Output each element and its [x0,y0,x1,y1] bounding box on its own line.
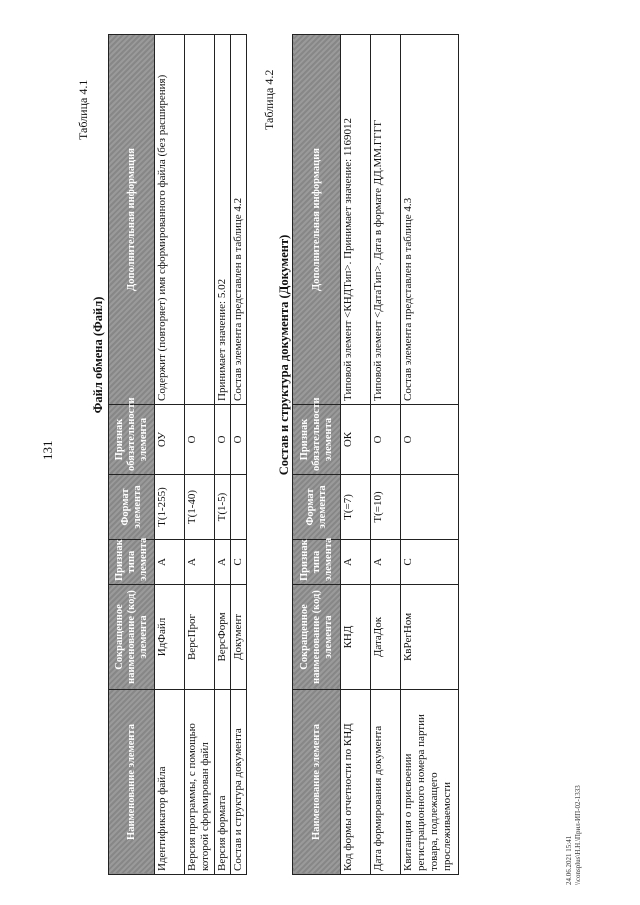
table-row [401,35,459,875]
cell-type: А [341,540,371,585]
cell-name: Квитанция о присвоении регистрационного номера партии товара, подлежащего прослеживаемости [401,690,459,875]
cell-code: ИдФайл [155,585,185,690]
footer-note-date: 24.06.2021 15:41 [565,835,573,885]
table2-caption: Таблица 4.2 [262,69,276,130]
cell-type: А [371,540,401,585]
cell-type: А [185,540,215,585]
header-code: Сокращенное наименование (код) элемента [293,585,341,690]
cell-info: Типовой элемент <ДатаТип>. Дата в формате ДД.ММ.ГГГГ [371,35,401,405]
cell-required: ОУ [155,405,185,475]
cell-format [401,475,459,540]
table-row [341,35,371,875]
cell-type: С [231,540,247,585]
cell-format: T(=7) [341,475,371,540]
cell-required: О [371,405,401,475]
header-required: Признак обязательности элемента [109,405,155,475]
cell-info: Состав элемента представлен в таблице 4.3 [401,35,459,405]
cell-info: Состав элемента представлен в таблице 4.2 [231,35,247,405]
table-row [231,35,247,875]
table-row [371,35,401,875]
cell-info: Содержит (повторяет) имя сформированного файла (без расширения) [155,35,185,405]
cell-code: ДатаДок [371,585,401,690]
table-row [215,35,231,875]
cell-code: ВерсПрог [185,585,215,690]
cell-name: Состав и структура документа [231,690,247,875]
table-row [155,35,185,875]
cell-name: Версия формата [215,690,231,875]
cell-info [185,35,215,405]
table1-title: Файл обмена (Файл) [91,296,105,414]
table1-caption: Таблица 4.1 [76,79,90,140]
cell-type: А [215,540,231,585]
cell-code: Документ [231,585,247,690]
cell-format: T(=10) [371,475,401,540]
cell-code: КвРегНом [401,585,459,690]
header-info: Дополнительная информация [293,35,341,405]
header-format: Формат элемента [293,475,341,540]
cell-format: T(1-255) [155,475,185,540]
cell-format: T(1-5) [215,475,231,540]
table-file-exchange [108,34,247,875]
cell-type: С [401,540,459,585]
table2-title: Состав и структура документа (Документ) [277,234,291,476]
cell-format: T(1-40) [185,475,215,540]
header-name: Наименование элемента [293,690,341,875]
cell-required: О [401,405,459,475]
cell-required: О [231,405,247,475]
header-type: Признак типа элемента [109,540,155,585]
page-number: 131 [40,440,55,460]
cell-format [231,475,247,540]
cell-required: О [185,405,215,475]
footer-note-path: \\consplus\Н.Н.\Прил-ИП-02-1333 [574,785,582,885]
footer-note [565,625,583,885]
cell-required: ОК [341,405,371,475]
cell-code: ВерсФорм [215,585,231,690]
cell-code: КНД [341,585,371,690]
header-info: Дополнительная информация [109,35,155,405]
header-required: Признак обязательности элемента [293,405,341,475]
cell-name: Версия программы, с помощью которой сформирован файл [185,690,215,875]
cell-name: Дата формирования документа [371,690,401,875]
cell-info: Типовой элемент <КНДТип>. Принимает значение: 1169012 [341,35,371,405]
cell-required: О [215,405,231,475]
header-format: Формат элемента [109,475,155,540]
cell-type: А [155,540,185,585]
cell-info: Принимает значение: 5.02 [215,35,231,405]
table-document-structure [292,34,459,875]
header-type: Признак типа элемента [293,540,341,585]
cell-name: Код формы отчетности по КНД [341,690,371,875]
table-row [185,35,215,875]
cell-name: Идентификатор файла [155,690,185,875]
header-name: Наименование элемента [109,690,155,875]
header-code: Сокращенное наименование (код) элемента [109,585,155,690]
